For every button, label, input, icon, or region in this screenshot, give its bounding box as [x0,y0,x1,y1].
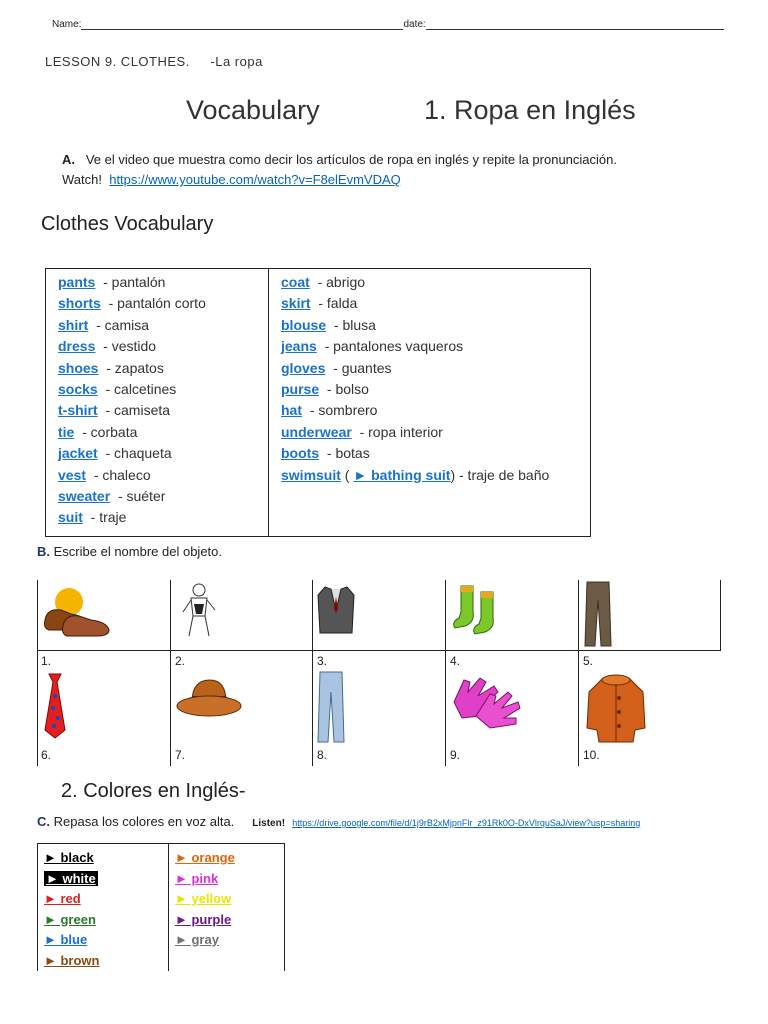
vocab-translation: - ropa interior [359,423,443,440]
section-a-text: Ve el video que muestra como decir los artículos de ropa en inglés y repite la pronunciación. [85,152,617,167]
vocab-translation: - traje de baño [459,466,550,483]
color-item [175,869,284,890]
vocab-translation: - blusa [333,316,376,333]
drive-link[interactable]: https://drive.google.com/file/d/1j9rB2xMjpnFlr_z91Rk0O-DxVlrquSaJ/view?usp=sharing [292,818,641,828]
vocab-column-left [46,269,269,537]
grid-divider [445,580,446,766]
vocab-word-link[interactable]: coat [281,274,310,290]
vocab-word-link[interactable]: skirt [281,295,311,312]
vocab-word-link[interactable]: sweater [58,487,111,504]
hat-icon [176,676,242,720]
grid-divider [37,650,721,651]
vocab-row [281,400,582,421]
vocab-word-link[interactable]: boots [281,445,320,462]
vocab-translation: - chaqueta [105,445,172,462]
lesson-title: LESSON 9. CLOTHES. -La ropa [45,54,263,69]
vocabulary-table [45,268,591,537]
coat-icon [585,672,647,744]
vocab-word-link[interactable]: pants [58,274,96,290]
color-label: ► orange [175,850,235,865]
color-item [175,848,284,869]
name-field-line[interactable] [81,18,403,30]
section-c [37,814,640,829]
grid-number: 6. [41,748,52,762]
vocab-translation: - botas [326,445,370,462]
color-item [44,869,168,890]
vocab-word-link[interactable]: jacket [58,445,98,462]
colors-column-right [169,844,285,972]
color-label: ► pink [175,870,219,886]
vocab-row [281,358,582,379]
grid-divider [312,580,313,766]
section-c-letter: C. [37,814,50,829]
vocab-row [58,465,260,486]
section-a [62,150,617,190]
swimsuit-icon [177,582,221,638]
watch-label: Watch! [62,172,102,187]
color-label: ► gray [175,932,219,947]
vocab-word-link[interactable]: purse [281,380,320,397]
vocab-word-link[interactable]: swimsuit [281,466,341,483]
name-date-header [52,18,724,30]
vocab-row [58,358,260,379]
vocab-word-link[interactable]: blouse [281,316,327,333]
color-label: ► purple [175,911,232,927]
color-item [175,930,284,951]
vocab-word-link[interactable]: socks [58,380,98,397]
paren: ( [340,466,354,483]
ropa-title: 1. Ropa en Inglés [424,95,636,125]
section-b [37,544,222,559]
color-label: ► red [44,891,81,906]
grid-number: 8. [317,748,328,762]
vocab-word-link[interactable]: shorts [58,295,101,312]
vocab-word-link[interactable]: hat [281,402,302,419]
date-label: date: [403,19,426,30]
color-item [44,910,168,931]
vocab-column-right [269,269,591,537]
vocab-word-link[interactable]: t-shirt [58,402,98,419]
jacket-icon [317,583,355,635]
vocab-translation: - camisa [96,316,150,333]
pants-icon [583,580,613,648]
grid-divider [170,580,171,766]
vocab-row [281,272,582,293]
vocab-word-link[interactable]: jeans [281,338,317,355]
vocab-row [58,336,260,357]
color-item [44,848,168,869]
vocab-row [281,336,582,357]
vocab-word-link[interactable]: gloves [281,359,326,376]
vocab-translation: - chaleco [93,466,151,483]
vocab-word-link[interactable]: shirt [58,316,89,333]
section-a-letter: A. [62,152,75,167]
grid-divider [37,580,38,766]
color-label: ► black [44,850,94,865]
color-label: ► yellow [175,891,232,906]
listen-label: Listen! [252,818,286,829]
name-label: Name: [52,19,82,30]
gloves-icon [450,672,526,730]
vocab-row [58,443,260,464]
vocab-translation: - traje [90,509,127,526]
color-label: ► brown [44,952,100,968]
vocab-word-link[interactable]: suit [58,509,83,526]
socks-icon [451,582,507,638]
grid-number: 3. [317,654,328,668]
vocab-translation: - corbata [82,423,138,440]
vocab-word-link[interactable]: tie [58,423,75,440]
grid-number: 7. [175,748,186,762]
color-item [44,889,168,910]
grid-number: 10. [583,748,600,762]
jeans-icon [317,670,345,744]
colores-heading: 2. Colores en Inglés- [61,780,246,802]
vocab-translation: - calcetines [105,380,177,397]
vocab-translation: - bolso [326,380,369,397]
date-field-line[interactable] [426,18,724,30]
vocab-row [58,507,260,528]
vocab-word-link[interactable]: shoes [58,359,99,376]
vocab-row [58,486,260,507]
grid-number: 1. [41,654,52,668]
color-item [175,889,284,910]
vocab-translation: - vestido [103,338,157,355]
colors-table [37,843,285,971]
vocabulary-title: Vocabulary [186,95,320,125]
grid-divider [720,580,721,650]
vocab-row [281,315,582,336]
colors-column-left [38,844,169,972]
vocab-word-link[interactable]: vest [58,466,87,483]
vocab-translation: - camiseta [105,402,171,419]
shoes-icon [41,584,113,640]
vocab-row [281,443,582,464]
grid-number: 4. [450,654,461,668]
vocab-word-link[interactable]: ► bathing suit [353,466,451,483]
color-label: ► white [46,870,96,886]
vocab-word-link[interactable]: underwear [281,423,352,440]
paren: ) [450,466,459,483]
color-item [175,910,284,931]
grid-number: 2. [175,654,186,668]
grid-number: 5. [583,654,594,668]
clothes-vocabulary-heading: Clothes Vocabulary [41,213,214,235]
vocab-row [281,465,582,486]
vocab-translation: - sombrero [309,402,378,419]
vocab-row [58,422,260,443]
tie-icon [41,672,69,740]
vocab-translation: - pantalón [103,274,166,290]
vocab-row [58,400,260,421]
youtube-link[interactable]: https://www.youtube.com/watch?v=F8elEvmVDAQ [109,172,401,187]
vocab-translation: - pantalones vaqueros [324,338,464,355]
vocab-translation: - pantalón corto [108,295,206,312]
vocab-translation: - falda [318,295,358,312]
vocab-row [58,315,260,336]
section-b-text: Escribe el nombre del objeto. [53,544,222,559]
color-label: ► green [44,911,96,927]
vocab-row [281,293,582,314]
color-item [44,951,168,972]
vocab-row [58,293,260,314]
section-b-letter: B. [37,544,50,559]
section-c-text: Repasa los colores en voz alta. [53,814,235,829]
vocab-word-link[interactable]: dress [58,338,96,355]
picture-grid [37,580,721,766]
vocab-row [58,272,260,293]
vocab-translation: - zapatos [106,359,164,376]
vocab-row [281,379,582,400]
vocab-translation: - abrigo [317,274,366,290]
vocab-translation: - suéter [117,487,166,504]
grid-divider [578,580,579,766]
grid-number: 9. [450,748,461,762]
vocab-row [281,422,582,443]
vocab-translation: - guantes [333,359,392,376]
color-label: ► blue [44,932,88,947]
color-item [44,930,168,951]
vocab-row [58,379,260,400]
